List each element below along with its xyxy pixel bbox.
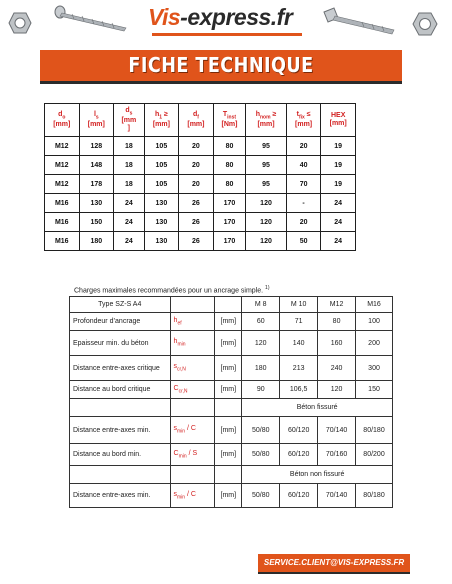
table-cell: 178: [79, 175, 114, 194]
symbol-sub: min: [177, 428, 186, 435]
row-label: Distance au bord min.: [70, 444, 171, 466]
symbol-main: d: [192, 110, 198, 118]
value-cell: 160: [318, 331, 356, 356]
table-cell: 95: [246, 175, 287, 194]
blank-cell: [215, 466, 242, 484]
table-cell: 130: [144, 213, 179, 232]
symbol-cell: [170, 444, 215, 466]
table-cell: 50: [286, 232, 321, 251]
table-cell: 95: [246, 156, 287, 175]
table-cell: 80: [213, 175, 246, 194]
table-cell: 19: [321, 137, 356, 156]
table-cell: 150: [79, 213, 114, 232]
row-label: Distance entre-axes min.: [70, 417, 171, 444]
table-row: [45, 232, 356, 251]
blank-cell: [215, 399, 242, 417]
value-cell: 70/140: [318, 417, 356, 444]
value-cell: 70/160: [318, 444, 356, 466]
table-row: [70, 399, 393, 417]
symbol-main: C: [173, 449, 179, 457]
symbol-cell: [170, 417, 215, 444]
table-row: [45, 137, 356, 156]
symbol-sub: min: [178, 453, 187, 460]
table-row: [45, 156, 356, 175]
value-cell: 50/80: [242, 444, 280, 466]
size-header: M 10: [280, 297, 318, 313]
table-cell: 20: [286, 137, 321, 156]
table-cell: 128: [79, 137, 114, 156]
hex-nut-icon: [8, 12, 32, 34]
symbol-sub: s: [129, 110, 133, 117]
spec-col-unit: [mm]: [152, 121, 170, 129]
table-cell: 26: [179, 194, 214, 213]
table-cell: M16: [45, 213, 80, 232]
spec-col-symbol: [247, 111, 285, 121]
table-cell: 130: [144, 194, 179, 213]
spec-col-unit: [mm: [121, 117, 137, 125]
symbol-sub: cr,N: [177, 366, 186, 373]
value-cell: 80/180: [356, 484, 393, 508]
value-cell: 120: [318, 381, 356, 399]
table-row: [70, 297, 393, 313]
symbol-main: d: [58, 110, 63, 118]
table-cell: 148: [79, 156, 114, 175]
title-banner: [40, 50, 402, 84]
table-cell: 130: [79, 194, 114, 213]
table-cell: 18: [114, 175, 145, 194]
row-label: Distance entre-axes min.: [70, 484, 171, 508]
table-cell: 170: [213, 213, 246, 232]
symbol-tail: / S: [186, 449, 198, 457]
table-cell: 19: [321, 175, 356, 194]
value-cell: 120: [242, 331, 280, 356]
symbol-main: h: [255, 110, 260, 118]
row-label: Epaisseur min. du béton: [70, 331, 171, 356]
spec-col-symbol: [146, 111, 178, 121]
page-title: FICHE TECHNIQUE: [128, 53, 314, 77]
footer-banner: [258, 554, 410, 574]
unit-cell: [mm]: [215, 417, 242, 444]
row-label: Distance au bord critique: [70, 381, 171, 399]
blank-cell: [215, 297, 242, 313]
symbol-main: HEX: [330, 112, 346, 119]
spec-table: [44, 103, 356, 251]
spec-col-header: [114, 104, 145, 137]
spec-col-unit: [mm]: [53, 121, 71, 129]
spec-col-unit: [mm]: [295, 121, 313, 129]
symbol-main: s: [173, 490, 178, 498]
table-cell: 80: [213, 156, 246, 175]
spec-col-symbol: [46, 111, 78, 121]
spec-col-header: [246, 104, 287, 137]
symbol-sub: o: [62, 114, 66, 121]
table-cell: 120: [246, 213, 287, 232]
table-cell: 120: [246, 194, 287, 213]
service-email-link[interactable]: SERVICE.CLIENT@VIS-EXPRESS.FR: [263, 558, 405, 567]
spec-col-unit: [Nm]: [221, 121, 238, 129]
value-cell: 100: [356, 313, 393, 331]
symbol-tail: ≤: [304, 110, 311, 118]
unit-cell: [mm]: [215, 356, 242, 381]
table-row: [45, 194, 356, 213]
table-cell: 180: [79, 232, 114, 251]
table-cell: 170: [213, 232, 246, 251]
table-cell: 105: [144, 175, 179, 194]
table-cell: 80: [213, 137, 246, 156]
symbol-main: C: [173, 384, 179, 392]
table-cell: 26: [179, 213, 214, 232]
symbol-sub: nom: [259, 114, 271, 121]
symbol-main: h: [173, 316, 178, 324]
symbol-tail: / C: [185, 425, 196, 433]
spec-col-header: [45, 104, 80, 137]
table-cell: 20: [179, 137, 214, 156]
value-cell: 180: [242, 356, 280, 381]
symbol-main: t: [296, 110, 299, 118]
blank-cell: [170, 399, 215, 417]
page-header: [0, 0, 452, 44]
table-cell: M12: [45, 137, 80, 156]
table-cell: 105: [144, 137, 179, 156]
spec-col-header: [79, 104, 114, 137]
table-cell: 130: [144, 232, 179, 251]
row-label: Distance entre-axes critique: [70, 356, 171, 381]
value-cell: 60/120: [280, 417, 318, 444]
symbol-main: d: [125, 106, 130, 114]
value-cell: 80: [318, 313, 356, 331]
symbol-main: T: [222, 110, 228, 118]
table-cell: 170: [213, 194, 246, 213]
table-row: [70, 466, 393, 484]
symbol-sub: s: [95, 114, 99, 121]
value-cell: 60: [242, 313, 280, 331]
blank-cell: [70, 399, 171, 417]
table-cell: 24: [114, 194, 145, 213]
value-cell: 60/120: [280, 484, 318, 508]
table-cell: -: [286, 194, 321, 213]
table-cell: 20: [179, 175, 214, 194]
symbol-sub: cr,N: [178, 388, 188, 395]
unit-cell: [mm]: [215, 331, 242, 356]
loads-table: [69, 296, 393, 508]
table-row: [70, 484, 393, 508]
value-cell: 300: [356, 356, 393, 381]
table-cell: M16: [45, 232, 80, 251]
spec-col-symbol: [115, 107, 143, 117]
spec-col-unit: [mm]: [257, 121, 275, 129]
table-cell: 26: [179, 232, 214, 251]
symbol-sub: fix: [298, 114, 305, 121]
spec-col-unit-cont: ]: [127, 125, 131, 133]
symbol-sub: 1: [159, 114, 163, 121]
symbol-tail: ≥: [270, 110, 277, 118]
symbol-sub: min: [177, 341, 186, 348]
table-cell: M12: [45, 175, 80, 194]
unit-cell: [mm]: [215, 313, 242, 331]
unit-cell: [mm]: [215, 444, 242, 466]
size-header: M 8: [242, 297, 280, 313]
table-cell: 120: [246, 232, 287, 251]
value-cell: 80/200: [356, 444, 393, 466]
spec-col-header: [213, 104, 246, 137]
table-cell: 24: [321, 194, 356, 213]
loads-table-caption: [74, 285, 270, 294]
logo-underline: [152, 33, 302, 36]
table-cell: 24: [321, 232, 356, 251]
table-cell: M12: [45, 156, 80, 175]
caption-text: Charges maximales recommandées pour un ancrage simple.: [74, 287, 264, 295]
symbol-cell: [170, 484, 215, 508]
symbol-main: h: [173, 338, 178, 346]
value-cell: 71: [280, 313, 318, 331]
table-cell: 24: [114, 213, 145, 232]
table-row: [45, 213, 356, 232]
value-cell: 200: [356, 331, 393, 356]
table-row: [70, 381, 393, 399]
spec-col-header: [321, 104, 356, 137]
logo-express-text: -express.fr: [180, 4, 293, 30]
bolt-icon: [322, 6, 398, 36]
spec-col-symbol: [322, 112, 354, 120]
spec-col-header: [144, 104, 179, 137]
value-cell: 50/80: [242, 417, 280, 444]
spec-table-header-row: [45, 104, 356, 137]
symbol-sub: min: [177, 494, 186, 501]
logo-vis-text: Vis: [148, 4, 181, 30]
size-header: M12: [318, 297, 356, 313]
table-row: [70, 356, 393, 381]
unit-cell: [mm]: [215, 381, 242, 399]
symbol-main: h: [154, 110, 160, 118]
table-cell: 40: [286, 156, 321, 175]
symbol-main: s: [173, 425, 178, 433]
table-cell: 24: [321, 213, 356, 232]
spec-col-unit: [mm]: [187, 121, 205, 129]
value-cell: 106,5: [280, 381, 318, 399]
table-cell: 20: [179, 156, 214, 175]
blank-cell: [170, 297, 215, 313]
spec-col-header: [286, 104, 321, 137]
table-row: [70, 417, 393, 444]
value-cell: 213: [280, 356, 318, 381]
spec-col-symbol: [180, 111, 212, 121]
blank-cell: [70, 466, 171, 484]
table-cell: 24: [114, 232, 145, 251]
symbol-tail: ≥: [162, 110, 168, 118]
symbol-sub: f: [197, 114, 199, 121]
symbol-sub: ef: [177, 320, 182, 327]
type-label: Type SZ-S A4: [70, 297, 171, 313]
brand-logo[interactable]: [148, 4, 292, 31]
spec-col-symbol: [81, 111, 113, 121]
value-cell: 60/120: [280, 444, 318, 466]
blank-cell: [170, 466, 215, 484]
row-label: Profondeur d’ancrage: [70, 313, 171, 331]
table-cell: 20: [286, 213, 321, 232]
symbol-cell: [170, 356, 215, 381]
table-cell: 70: [286, 175, 321, 194]
value-cell: 150: [356, 381, 393, 399]
table-row: [70, 444, 393, 466]
symbol-tail: / C: [185, 490, 196, 498]
table-row: [70, 313, 393, 331]
size-header: M16: [356, 297, 393, 313]
table-cell: 19: [321, 156, 356, 175]
symbol-main: s: [173, 363, 178, 371]
spec-col-symbol: [288, 111, 320, 121]
value-cell: 50/80: [242, 484, 280, 508]
value-cell: 90: [242, 381, 280, 399]
table-cell: 105: [144, 156, 179, 175]
spec-col-symbol: [215, 111, 245, 121]
table-row: [45, 175, 356, 194]
table-cell: M16: [45, 194, 80, 213]
section-label: Béton fissuré: [242, 399, 393, 417]
table-cell: 18: [114, 137, 145, 156]
symbol-cell: [170, 313, 215, 331]
screw-icon: [52, 4, 132, 34]
table-row: [70, 331, 393, 356]
symbol-sub: inst: [227, 114, 237, 121]
value-cell: 240: [318, 356, 356, 381]
section-label: Béton non fissuré: [242, 466, 393, 484]
hex-nut-icon: [412, 12, 438, 36]
unit-cell: [mm]: [215, 484, 242, 508]
spec-col-unit: [mm]: [329, 120, 347, 127]
table-cell: 18: [114, 156, 145, 175]
symbol-main: l: [93, 110, 96, 118]
value-cell: 80/180: [356, 417, 393, 444]
spec-col-unit: [mm]: [87, 121, 105, 129]
value-cell: 70/140: [318, 484, 356, 508]
value-cell: 140: [280, 331, 318, 356]
caption-footnote-mark: 1): [265, 285, 270, 291]
spec-col-header: [179, 104, 214, 137]
symbol-cell: [170, 381, 215, 399]
symbol-cell: [170, 331, 215, 356]
table-cell: 95: [246, 137, 287, 156]
